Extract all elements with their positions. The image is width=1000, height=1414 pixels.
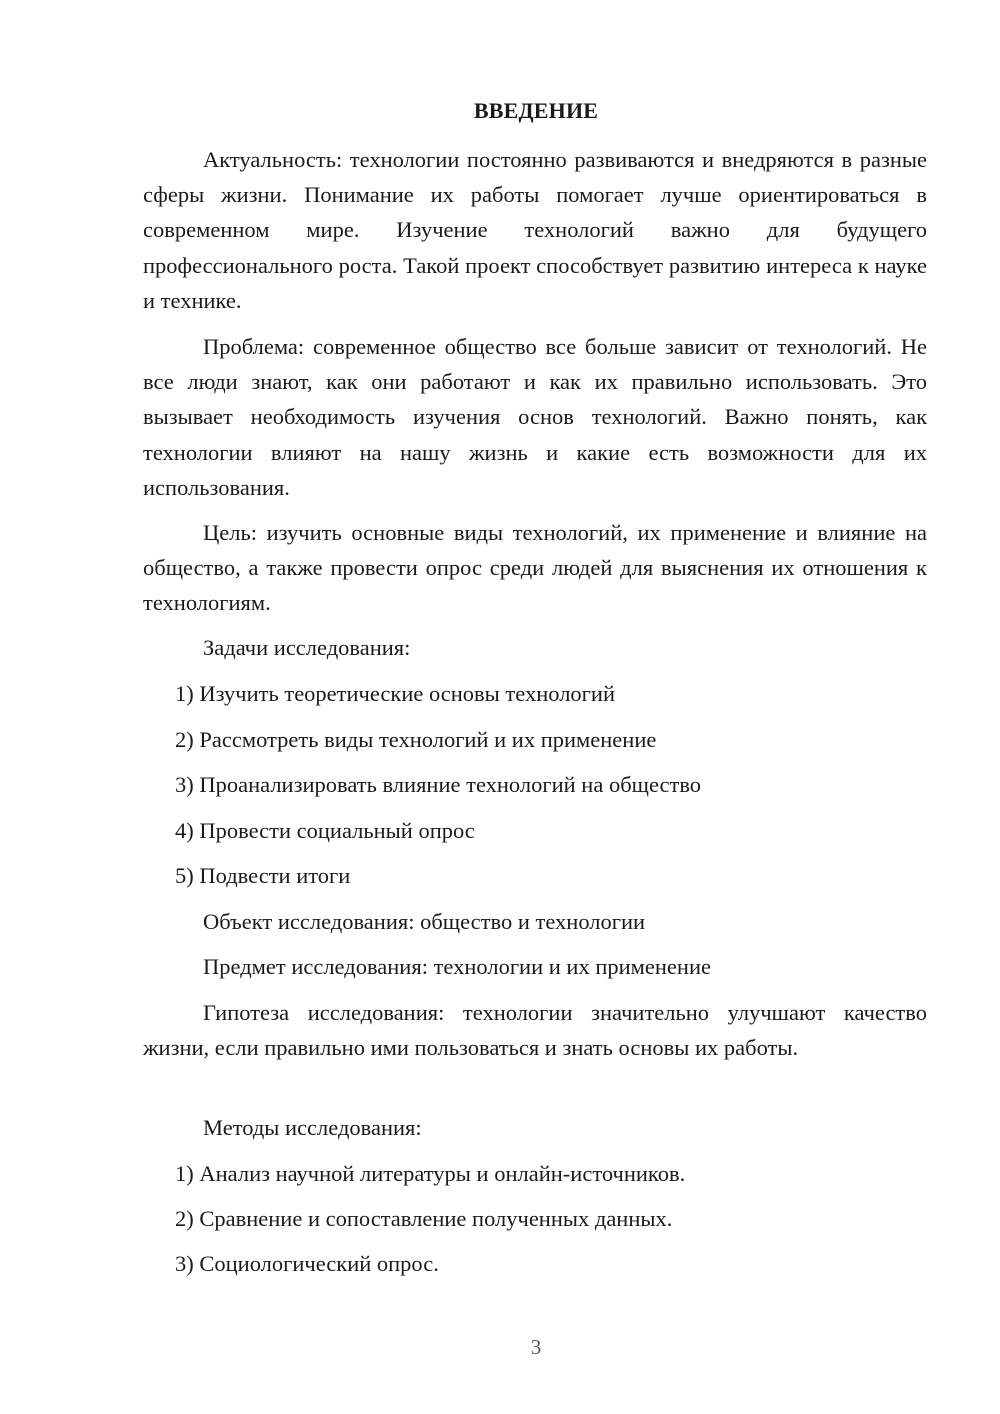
- research-subject: Предмет исследования: технологии и их применение: [203, 954, 711, 979]
- goal-paragraph: Цель: изучить основные виды технологий, их применение и влияние на общество, а также провести опрос среди людей для выяснения их отношения к технологиям.: [143, 520, 927, 616]
- methods-title: Методы исследования:: [203, 1115, 422, 1140]
- section-heading: ВВЕДЕНИЕ: [473, 98, 599, 123]
- list-item: 5) Подвести итоги: [175, 863, 351, 888]
- hypothesis-paragraph: Гипотеза исследования: технологии значительно улучшают качество жизни, если правильно ими пользоваться и знать основы их работы.: [143, 1000, 927, 1061]
- research-object: Объект исследования: общество и технологии: [203, 909, 646, 934]
- list-item: 1) Изучить теоретические основы технологий: [175, 681, 615, 706]
- problem-paragraph: Проблема: современное общество все больше зависит от технологий. Не все люди знают, как они работают и как их правильно использовать. Это вызывает необходимость изучения основ технологий. Важно понять, как технологии влияют на нашу жизнь и какие есть возможности для их использования.: [143, 334, 927, 500]
- page-number: 3: [530, 1335, 542, 1359]
- list-item: 3) Проанализировать влияние технологий на общество: [175, 772, 702, 797]
- list-item: 4) Провести социальный опрос: [175, 818, 475, 843]
- list-item: 2) Рассмотреть виды технологий и их применение: [175, 727, 657, 752]
- relevance-paragraph: Актуальность: технологии постоянно развиваются и внедряются в разные сферы жизни. Понимание их работы помогает лучше ориентироваться в современном мире. Изучение технологий важно для будущего профессионального роста. Такой проект способствует развитию интереса к науке и технике.: [143, 147, 927, 313]
- list-item: 1) Анализ научной литературы и онлайн-источников.: [175, 1161, 686, 1186]
- list-item: 2) Сравнение и сопоставление полученных данных.: [175, 1206, 673, 1231]
- tasks-title: Задачи исследования:: [203, 635, 411, 660]
- list-item: 3) Социологический опрос.: [175, 1251, 439, 1276]
